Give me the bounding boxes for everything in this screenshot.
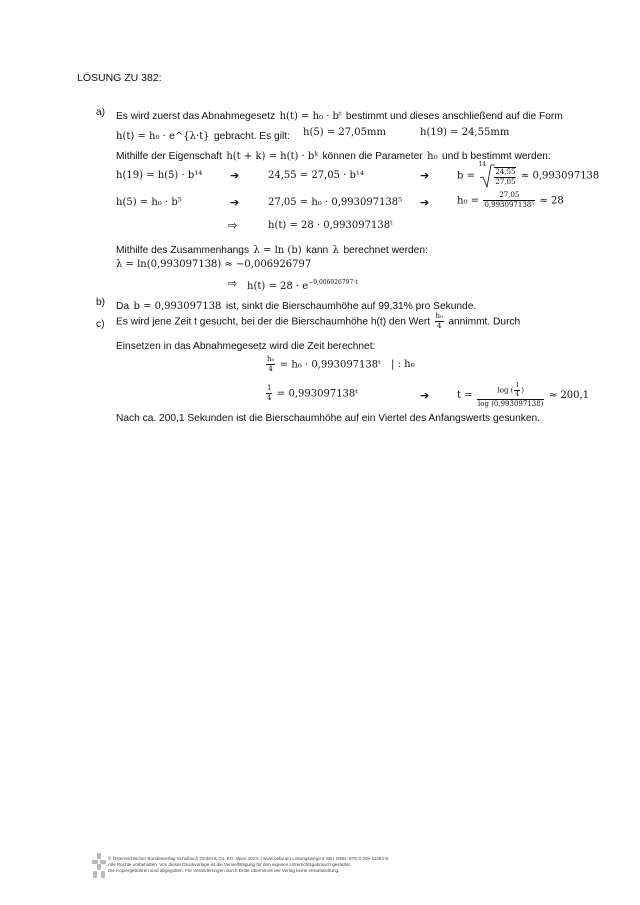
eq-c2: $\frac{1}{4}$ = 0,993097138ᵗ [267, 384, 358, 403]
part-b-line: Da b = 0,993097138 ist, sinkt die Bierschaumhöhe auf 99,31% pro Sekunde. [116, 301, 477, 312]
conclusion-text: Nach ca. 200,1 Sekunden ist die Bierschaumhöhe auf ein Viertel des Anfangswerts gesunken. [116, 413, 540, 424]
footer [108, 856, 388, 875]
hollow-arrow-icon: ⇨ [228, 219, 238, 232]
arrow-right-icon: ➔ [230, 169, 240, 182]
hollow-arrow-icon: ⇨ [228, 277, 238, 290]
part-a-line2: h(t) = h₀ · e^{λ·t} gebracht. Es gilt: [116, 131, 290, 142]
eq-r2c1: h(5) = h₀ · b⁵ [116, 197, 182, 208]
footer-rights: Alle Rechte vorbehalten. Von dieser Druckvorlage ist die Vervielfältigung für den eigenen Unterrichtsgebrauch gestattet. [108, 862, 352, 868]
part-b-marker: b) [96, 297, 106, 308]
part-a-line1: Es wird zuerst das Abnahmegesetz h(t) = h₀ · bᵗ bestimmt und dieses anschließend auf die Form [116, 111, 563, 122]
part-a-marker: a) [96, 107, 106, 118]
eq-r2c2: 27,05 = h₀ · 0,993097138⁵ [268, 197, 403, 208]
arrow-right-icon: ➔ [420, 389, 430, 402]
footer-fees: Die Kopiergebühren sind abgegolten. Für Veränderungen durch Dritte übernimmt der Verlag keine Verantwortung. [108, 868, 340, 874]
final-equation: $h(t) = 28 \cdot e^{-0,006926797\cdot t}$ [247, 279, 358, 292]
given-h5: h(5) = 27,05mm [303, 127, 386, 138]
eq-r1c1: h(19) = h(5) · b¹⁴ [116, 170, 203, 181]
part-c-line2: Einsetzen in das Abnahmegesetz wird die Zeit berechnet: [116, 341, 376, 352]
part-a-line4: Mithilfe des Zusammenhangs λ = ln (b) kann λ berechnet werden: [116, 245, 428, 256]
eq-c2-result: t = log ( $\frac{1}{4}$ ) log (0,993097138) ≈ 200,1 [457, 382, 590, 408]
eq-c1: $\frac{\text{h₀}}{4}$ = h₀ · 0,993097138ᵗ | : h₀ [267, 355, 415, 374]
eq-r1c3: b = 14 $\frac{24,55}{27,05}$ ≈ 0,993097138 [457, 163, 599, 189]
eq-r3c2: h(t) = 28 · 0,993097138ᵗ [268, 220, 393, 231]
part-c-marker: c) [96, 319, 105, 330]
page-title: LÖSUNG ZU 382: [77, 72, 162, 84]
arrow-right-icon: ➔ [420, 196, 430, 209]
arrow-right-icon: ➔ [420, 169, 430, 182]
given-h19: h(19) = 24,55mm [420, 127, 510, 138]
oebv-logo-icon [92, 853, 106, 884]
arrow-right-icon: ➔ [230, 196, 240, 209]
eq-r1c2: 24,55 = 27,05 · b¹⁴ [268, 170, 364, 181]
part-c-line1: Es wird jene Zeit t gesucht, bei der die Bierschaumhöhe h(t) den Wert $\frac{\text{h₀}}{4}$ annimmt. Durch [116, 312, 521, 331]
footer-copyright: © Österreichischer Bundesverlag Schulbuch GmbH & Co. KG, Wien 2023. | www.oebv.at | Lösungswege 6 SB | ISBN: 978-3-209-11494-5 [108, 856, 389, 861]
root-icon: 14 $\frac{24,55}{27,05}$ [479, 163, 516, 189]
part-a-line3: Mithilfe der Eigenschaft h(t + k) = h(t) · bᵏ können die Parameter h₀ und b bestimmt werden: [116, 151, 551, 162]
lambda-equation: λ = ln(0,993097138) ≈ −0,006926797 [116, 259, 312, 270]
eq-r2c3: h₀ = $\frac{27,05}{\text{0,993097138⁵}}$ ≈ 28 [457, 191, 564, 210]
